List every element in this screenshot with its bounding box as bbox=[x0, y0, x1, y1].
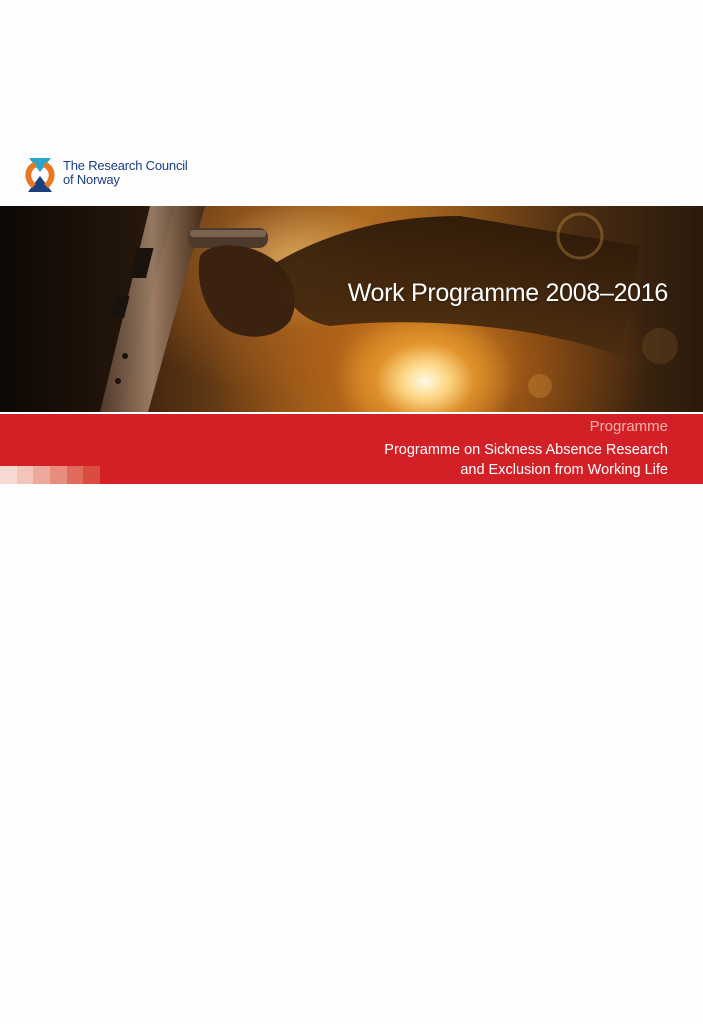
logo-line-1: The Research Council bbox=[63, 158, 188, 173]
logo-line-2: of Norway bbox=[63, 172, 120, 187]
square-2 bbox=[17, 466, 34, 484]
programme-subtitle-line-1: Programme on Sickness Absence Research bbox=[384, 442, 668, 458]
research-council-logo bbox=[22, 156, 222, 194]
hero-image bbox=[0, 206, 703, 412]
research-council-logo-icon bbox=[22, 158, 58, 192]
programme-subtitle bbox=[384, 440, 668, 480]
logo-wordmark bbox=[63, 159, 188, 187]
hero-photo-illustration bbox=[0, 206, 703, 412]
programme-band bbox=[0, 414, 703, 484]
programme-subtitle-line-2: and Exclusion from Working Life bbox=[460, 462, 668, 478]
work-programme-title: Work Programme 2008–2016 bbox=[347, 279, 668, 307]
square-1 bbox=[0, 466, 17, 484]
square-3 bbox=[33, 466, 50, 484]
square-5 bbox=[67, 466, 84, 484]
square-6 bbox=[83, 466, 100, 484]
square-4 bbox=[50, 466, 67, 484]
category-label: Programme bbox=[589, 418, 668, 435]
decorative-squares bbox=[0, 466, 100, 484]
